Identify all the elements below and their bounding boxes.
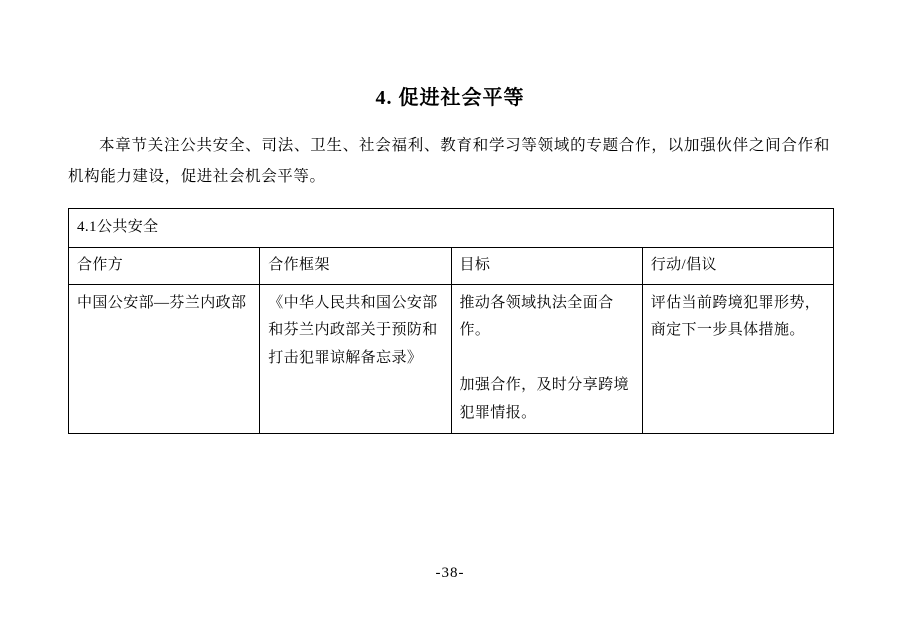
column-header-party: 合作方 xyxy=(69,247,260,284)
cell-framework: 《中华人民共和国公安部和芬兰内政部关于预防和打击犯罪谅解备忘录》 xyxy=(260,284,451,433)
page-number: -38- xyxy=(435,565,465,581)
table-section-title: 4.1公共安全 xyxy=(69,209,834,248)
cell-party: 中国公安部—芬兰内政部 xyxy=(69,284,260,433)
table-section-header-row xyxy=(69,209,834,248)
cell-goal-paragraph-1: 推动各领域执法全面合作。 xyxy=(459,294,614,339)
column-header-framework: 合作框架 xyxy=(260,247,451,284)
cooperation-table xyxy=(68,208,834,434)
column-header-goal: 目标 xyxy=(451,247,642,284)
cell-action: 评估当前跨境犯罪形势，商定下一步具体措施。 xyxy=(642,284,833,433)
table-header-row xyxy=(69,247,834,284)
cell-goal-paragraph-2: 加强合作，及时分享跨境犯罪情报。 xyxy=(459,377,629,421)
intro-paragraph: 本章节关注公共安全、司法、卫生、社会福利、教育和学习等领域的专题合作，以加强伙伴之间合作和机构能力建设，促进社会机会平等。 xyxy=(68,137,830,185)
page-title: 4. 促进社会平等 xyxy=(375,87,525,109)
cell-goal xyxy=(451,284,642,433)
column-header-action: 行动/倡议 xyxy=(642,247,833,284)
table-row xyxy=(69,284,834,433)
